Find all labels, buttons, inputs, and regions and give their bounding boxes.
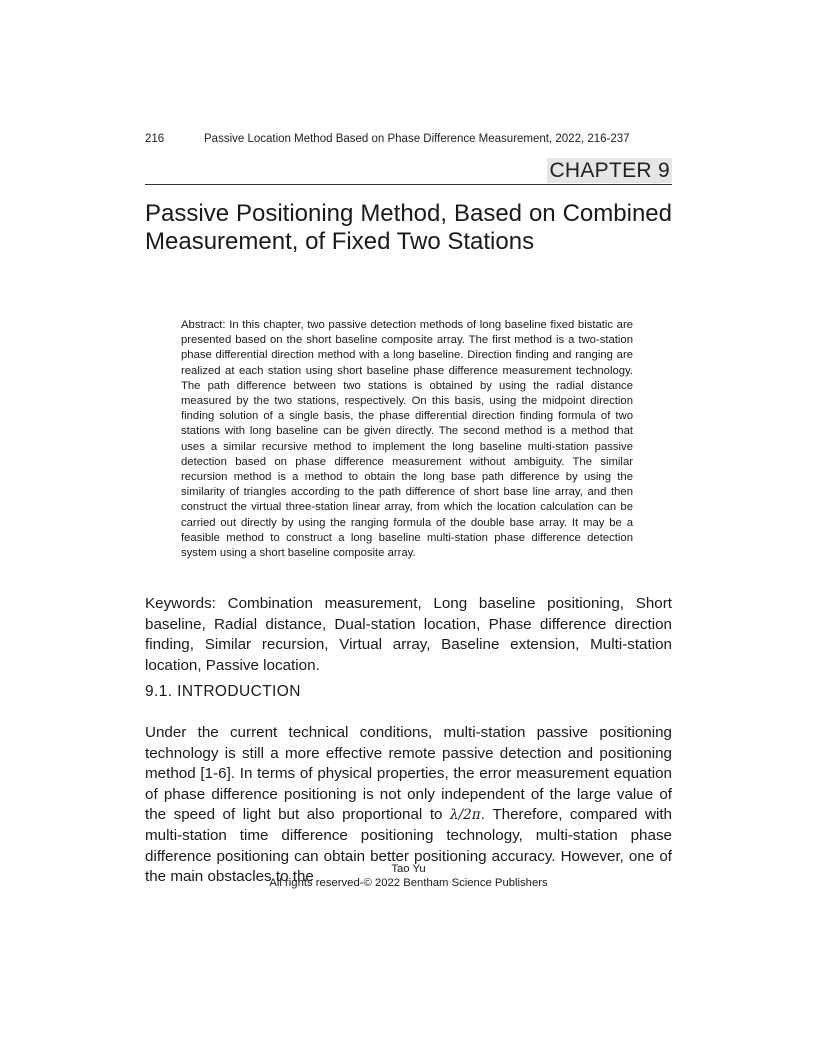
keywords-text: Combination measurement, Long baseline positioning, Short baseline, Radial distance, Dual-station location, Phase difference direction finding, Similar recursion, Virtual array, Baseline extension, Multi-station location, Passive location.: [145, 595, 672, 674]
chapter-title: Passive Positioning Method, Based on Combined Measurement, of Fixed Two Stations: [145, 200, 672, 255]
footer-author: Tao Yu: [391, 863, 426, 875]
chapter-divider: [145, 184, 672, 185]
keywords-label: Keywords:: [145, 595, 216, 612]
abstract-label: Abstract:: [181, 319, 226, 331]
running-title: Passive Location Method Based on Phase Difference Measurement, 2022, 216-237: [204, 133, 630, 145]
abstract-text: In this chapter, two passive detection methods of long baseline fixed bistatic are presented based on the short baseline composite array. The first method is a two-station phase differential direction method with a long baseline. Direction finding and ranging are realized at each station using short baseline phase difference measurement technology. The path difference between two stations is obtained by using the radial distance measured by the two stations, respectively. On this basis, using the midpoint direction finding solution of a single basis, the phase differential direction finding formula of two stations with long baseline can be given directly. The second method is a method that uses a similar recursive method to implement the long baseline multi-station passive detection based on phase difference measurement without ambiguity. The similar recursion method is a method to obtain the long base path difference by using the similarity of triangles according to the path difference of short base line array, and then construct the virtual three-station linear array, from which the location calculation can be carried out directly by using the ranging formula of the double base array. It may be a feasible method to construct a long baseline multi-station phase difference detection system using a short baseline composite array.: [181, 319, 634, 560]
body-text-part1: Under the current technical conditions, multi-station passive positioning technology is still a more effective remote passive detection and positioning method [1-6]. In terms of physical properties, the error measurement equation of phase difference positioning is not only independent of the large value of the speed of light but also proportional to: [145, 724, 672, 824]
page-number: 216: [145, 133, 165, 145]
footer-rights: All rights reserved-© 2022 Bentham Science Publishers: [269, 877, 548, 889]
chapter-label: CHAPTER 9: [549, 159, 670, 182]
abstract: [181, 318, 633, 561]
section-heading: 9.1. INTRODUCTION: [145, 683, 301, 700]
keywords: [145, 594, 672, 676]
page-footer: [145, 862, 672, 890]
body-text-part2: . Therefore, compared with multi-station time difference positioning technology, multi-station phase difference positioning can obtain better positioning accuracy. However, one of the main obstacles to the: [145, 806, 672, 886]
math-expression: λ/2π: [450, 807, 481, 824]
